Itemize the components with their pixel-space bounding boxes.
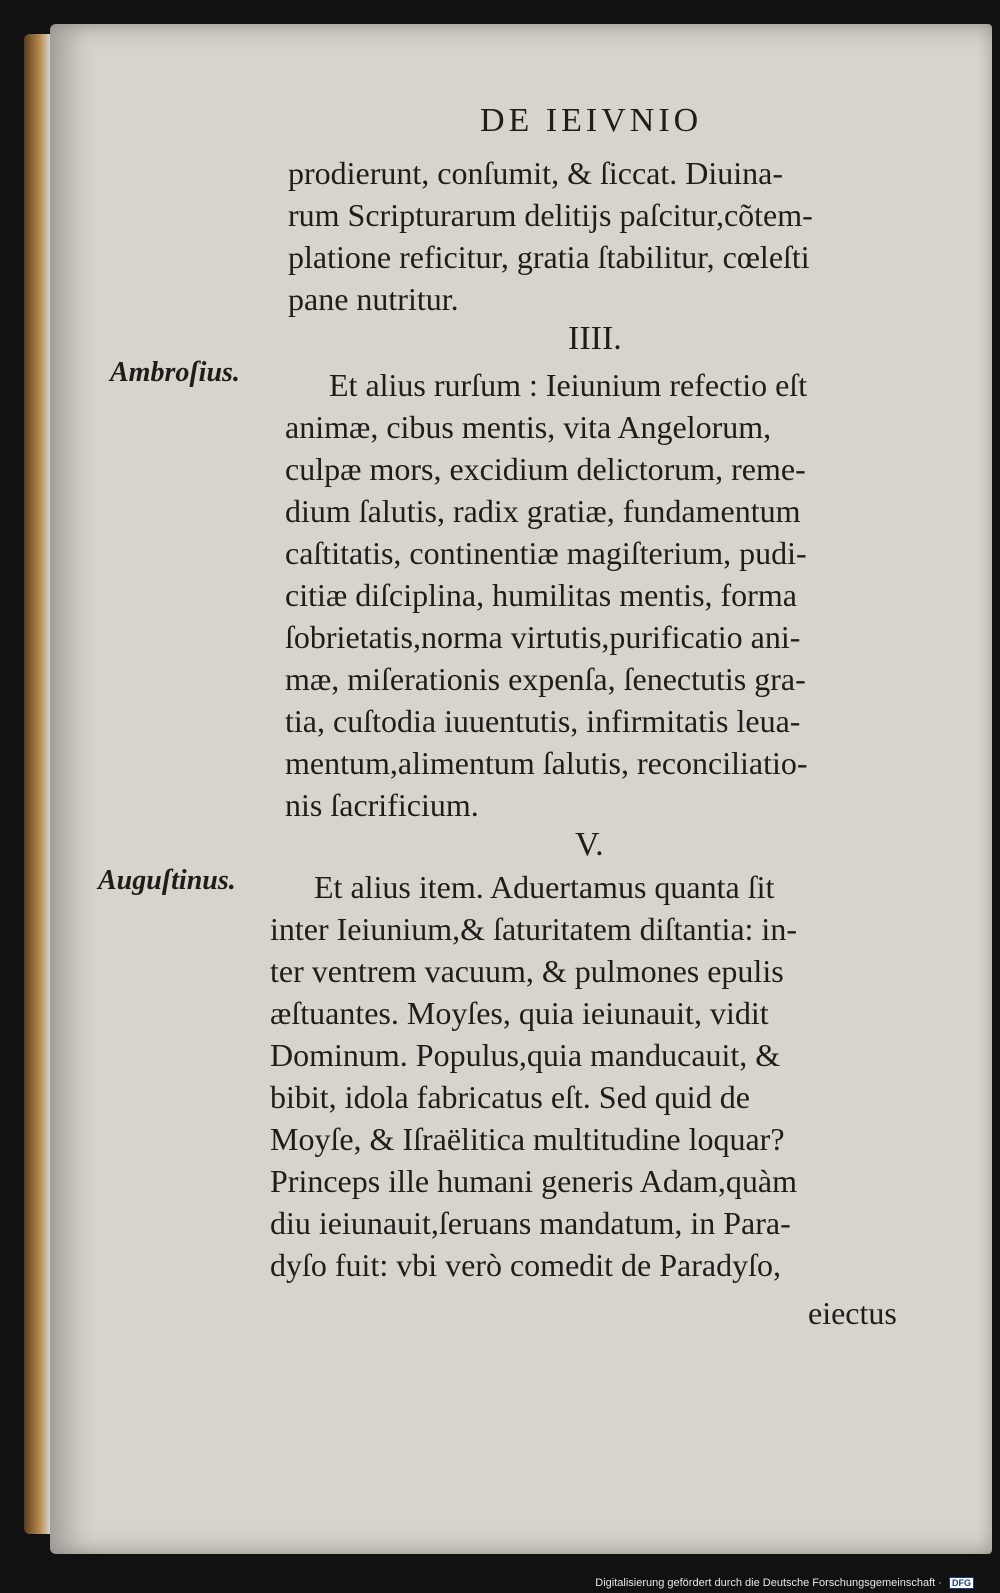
text-line: bibit, idola fabricatus eſt. Sed quid de xyxy=(270,1079,750,1115)
text-line: nis ſacrificium. xyxy=(285,787,479,823)
text-line: mæ, miſerationis expenſa, ſenectutis gra- xyxy=(285,661,806,697)
text-line: animæ, cibus mentis, vita Angelorum, xyxy=(285,409,772,445)
text-line: tia, cuſtodia iuuentutis, infirmitatis leua- xyxy=(285,703,801,739)
digitization-footer xyxy=(595,1577,974,1589)
footer-text: Digitalisierung gefördert durch die Deutsche Forschungsgemeinschaft · xyxy=(595,1577,942,1589)
text-line: rum Scripturarum delitijs paſcitur,cõtem- xyxy=(288,197,813,233)
text-block-v xyxy=(270,866,797,1286)
text-line: dyſo fuit: vbi verò comedit de Paradyſo, xyxy=(270,1247,781,1283)
section-number: IIII. xyxy=(568,320,622,357)
text-line: Princeps ille humani generis Adam,quàm xyxy=(270,1163,797,1199)
text-line: mentum,alimentum ſalutis, reconciliatio- xyxy=(285,745,808,781)
text-line: ter ventrem vacuum, & pulmones epulis xyxy=(270,953,784,989)
text-block-iiii xyxy=(285,364,808,826)
text-line: dium ſalutis, radix gratiæ, fundamentum xyxy=(285,493,801,529)
text-line: ſobrietatis,norma virtutis,purificatio ani- xyxy=(285,619,801,655)
text-line: Et alius item. Aduertamus quanta ſit xyxy=(314,869,775,905)
text-line: citiæ diſciplina, humilitas mentis, forma xyxy=(285,577,797,613)
text-block-top xyxy=(288,152,813,320)
text-line: caſtitatis, continentiæ magiſterium, pudi- xyxy=(285,535,807,571)
text-line: prodierunt, conſumit, & ſiccat. Diuina- xyxy=(288,155,783,191)
catchword: eiectus xyxy=(808,1295,897,1331)
section-number: V. xyxy=(575,826,604,863)
text-line: Et alius rurſum : Ieiunium refectio eſt xyxy=(329,367,808,403)
running-head: DE IEIVNIO xyxy=(480,102,703,139)
text-line: Moyſe, & Iſraëlitica multitudine loquar? xyxy=(270,1121,785,1157)
page-edge xyxy=(24,34,50,1534)
margin-note: Auguſtinus. xyxy=(98,865,236,896)
text-line: platione reficitur, gratia ſtabilitur, cœleſti xyxy=(288,239,810,275)
text-line: pane nutritur. xyxy=(288,281,459,317)
text-line: inter Ieiunium,& ſaturitatem diſtantia: in- xyxy=(270,911,797,947)
margin-note: Ambroſius. xyxy=(110,357,240,388)
text-line: Dominum. Populus,quia manducauit, & xyxy=(270,1037,781,1073)
text-line: æſtuantes. Moyſes, quia ieiunauit, vidit xyxy=(270,995,769,1031)
text-line: culpæ mors, excidium delictorum, reme- xyxy=(285,451,806,487)
dfg-logo-icon: DFG xyxy=(949,1577,974,1589)
text-line: diu ieiunauit,ſeruans mandatum, in Para- xyxy=(270,1205,791,1241)
